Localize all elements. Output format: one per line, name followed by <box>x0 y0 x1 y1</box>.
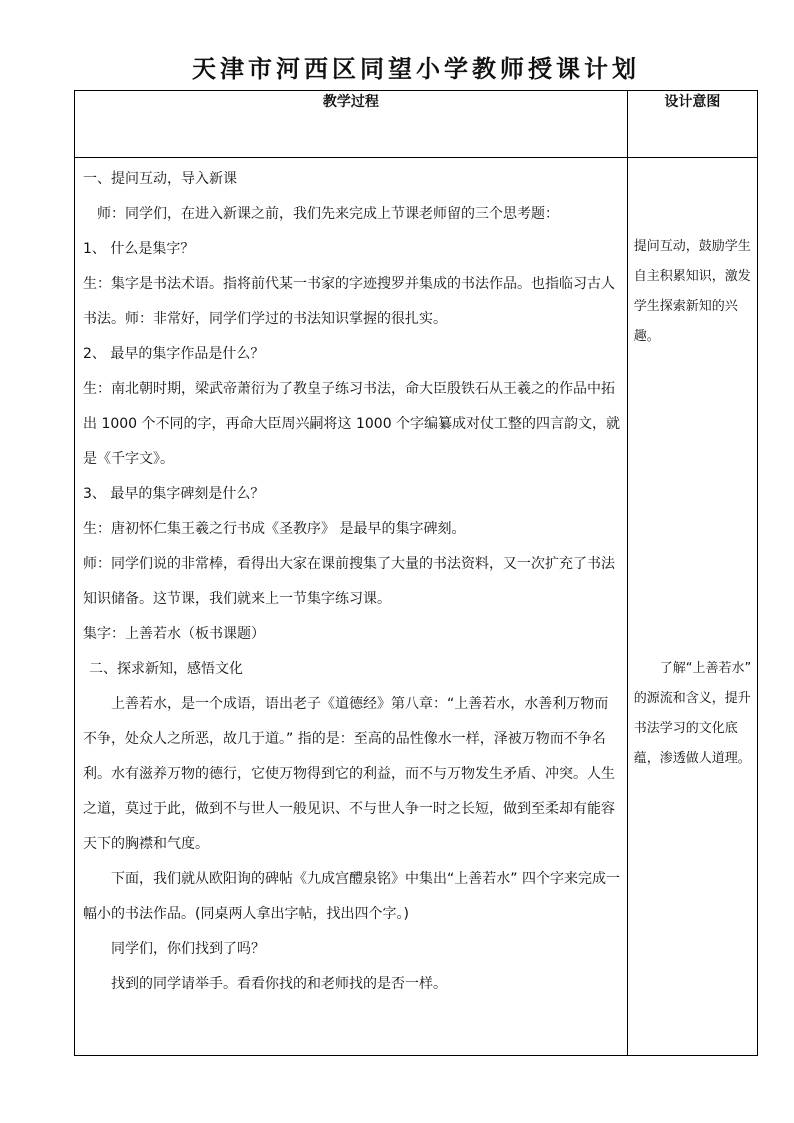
table-body-row <box>75 158 758 1056</box>
teaching-process-cell <box>75 158 628 1056</box>
header-teaching-process: 教学过程 <box>75 91 628 158</box>
question-1: 1、 什么是集字？ <box>83 241 195 257</box>
design-intent-note-2: 了解“上善若水” 的源流和含义，提升书法学习的文化底蕴，渗透做人道理。 <box>633 661 752 766</box>
answer-3: 生：唐初怀仁集王羲之行书成《圣教序》 是最早的集字碑刻。 <box>83 521 466 537</box>
header-design-intent: 设计意图 <box>627 91 757 158</box>
teacher-intro-paragraph: 师：同学们，在进入新课之前，我们先来完成上节课老师留的三个思考题： <box>97 206 559 222</box>
activity-instruction-paragraph: 下面，我们就从欧阳询的碑帖《九成宫醴泉铭》中集出“上善若水” 四个字来完成一幅小的书法作品。(同桌两人拿出字帖，找出四个字。) <box>83 871 620 922</box>
teacher-followup: 找到的同学请举手。看看你找的和老师找的是否一样。 <box>111 976 447 992</box>
design-intent-cell <box>627 158 757 1056</box>
design-intent-note-1: 提问互动，鼓励学生自主积累知识，激发学生探索新知的兴趣。 <box>633 239 751 344</box>
document-title: 天津市河西区同望小学教师授课计划 <box>192 54 640 83</box>
lesson-topic: 集字：上善若水（板书课题） <box>83 626 265 642</box>
section-heading-1: 一、提问互动，导入新课 <box>83 171 237 187</box>
lesson-plan-table <box>74 90 758 1056</box>
idiom-explanation-paragraph: 上善若水，是一个成语，语出老子《道德经》第八章：“上善若水，水善利万物而不争，处众人之所恶，故几于道。” 指的是：至高的品性像水一样，泽被万物而不争名利。水有滋养万物的德行，它使万物得到它的利益，而不与万物发生矛盾、冲突。人生之道，莫过于此，做到不与世人一般见识、不与世人争一时之长短，做到至柔却有能容天下的胸襟和气度。 <box>83 696 615 852</box>
teacher-question: 同学们，你们找到了吗？ <box>111 941 265 957</box>
question-3: 3、 最早的集字碑刻是什么？ <box>83 486 265 502</box>
section-heading-2: 二、探求新知，感悟文化 <box>89 661 243 677</box>
table-header-row <box>75 91 758 158</box>
answer-2: 生：南北朝时期，梁武帝萧衍为了教皇子练习书法，命大臣殷铁石从王羲之的作品中拓出 1000 个不同的字，再命大臣周兴嗣将这 1000 个字编纂成对仗工整的四言韵文，就是《千字文》。 <box>83 381 621 467</box>
answer-1: 生：集字是书法术语。指将前代某一书家的字迹搜罗并集成的书法作品。也指临习古人书法。师：非常好，同学们学过的书法知识掌握的很扎实。 <box>83 276 615 327</box>
teacher-summary-paragraph: 师：同学们说的非常棒，看得出大家在课前搜集了大量的书法资料，又一次扩充了书法知识储备。这节课，我们就来上一节集字练习课。 <box>83 556 615 607</box>
question-2: 2、 最早的集字作品是什么？ <box>83 346 265 362</box>
